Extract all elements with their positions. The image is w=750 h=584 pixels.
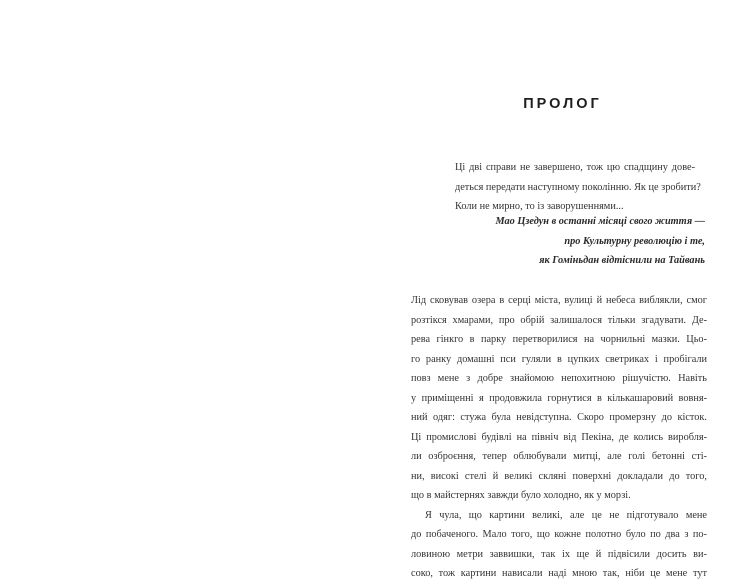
body-line: ловиною метри заввишки, так іх ще й підвісили досить ви- bbox=[411, 548, 707, 560]
body-line: до побаченого. Мало того, що кожне полотно було по два з по- bbox=[411, 529, 707, 540]
attribution-line: Мао Цзедун в останні місяці свого життя — bbox=[495, 216, 705, 227]
body-line: Я чула, що картини великі, але це не підготувало мене bbox=[425, 509, 707, 521]
attribution-line: про Культурну революцію і те, bbox=[564, 235, 705, 247]
body-line: розтікся хмарами, про обрій залишалося тільки згадувати. Де- bbox=[411, 314, 707, 326]
body-line: Ці промислові будівлі на північ від Пекіна, де колись виробля- bbox=[411, 431, 707, 443]
body-line: рева гінкго в парку перетворилися на чорнильні мазки. Цьо- bbox=[411, 334, 707, 345]
body-line: го ранку домашні пси гуляли в цупких светриках і пробігали bbox=[411, 353, 707, 365]
chapter-title: ПРОЛОГ bbox=[523, 96, 602, 112]
body-line: ний одяг: стужа була невідступна. Скоро промерзну до кісток. bbox=[411, 412, 707, 423]
body-line: Лід сковував озера в серці міста, вулиці й небеса виблякли, смог bbox=[411, 295, 707, 306]
epigraph-line: Ці дві справи не завершено, тож цю спадщину дове- bbox=[455, 162, 695, 173]
body-line: у приміщенні я продовжила горнутися в кількашаровий вовня- bbox=[411, 392, 707, 404]
attribution-line: як Гоміньдан відтіснили на Тайвань bbox=[539, 255, 705, 266]
left-page-blank bbox=[0, 0, 375, 562]
epigraph bbox=[455, 158, 701, 217]
body-paragraphs bbox=[411, 291, 707, 584]
body-line: що в майстернях завжди було холодно, як у морзі. bbox=[411, 490, 631, 501]
body-line: соко, тож картини нависали наді мною так, ніби це мене тут bbox=[411, 568, 707, 579]
epigraph-line: Коли не мирно, то із заворушеннями... bbox=[455, 201, 624, 212]
epigraph-attribution bbox=[445, 212, 705, 271]
body-line: ли озброєння, тепер облюбували митці, але голі бетонні сті- bbox=[411, 451, 707, 462]
body-line: ни, високі стелі й великі скляні поверхні докладали до того, bbox=[411, 470, 707, 482]
right-page bbox=[375, 0, 750, 579]
body-line: повз мене з добре знайомою непохитною рішучістю. Навіть bbox=[411, 373, 707, 384]
epigraph-line: деться передати наступному поколінню. Як це зробити? bbox=[455, 181, 701, 193]
